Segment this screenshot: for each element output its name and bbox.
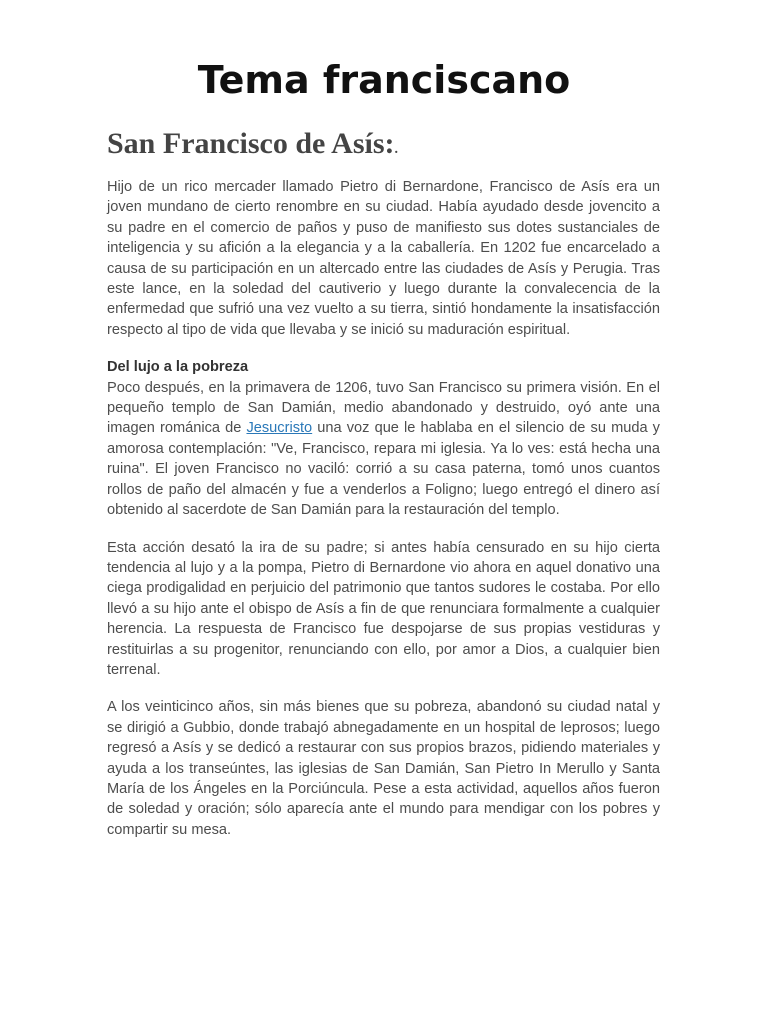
document-subtitle	[107, 124, 398, 170]
section-heading: Del lujo a la pobreza	[107, 359, 249, 376]
paragraph-father-anger: Esta acción desató la ira de su padre; si antes había censurado en su hijo cierta tendencia al lujo y a la pompa, Pietro di Bernardone vio ahora en aquel donativo una ciega prodigalidad en perjuicio del patrimonio que tantos sudores le costaba. Por ello llevó a su hijo ante el obispo de Asís a fin de que renunciara formalmente a cualquier herencia. La respuesta de Francisco fue despojarse de sus propias vestiduras y restituirlas a su progenitor, renunciando con ello, por amor a Dios, a cualquier bien terrenal.	[107, 539, 660, 678]
paragraph2-text-after: una voz que le hablaba en el silencio de su muda y amorosa contemplación: "Ve, Francisco, repara mi iglesia. Ya lo ves: está hecha una ruina". El joven Francisco no vaciló: corrió a su casa paterna, tomó unos cuantos rollos de paño del almacén y fue a venderlos a Foligno; luego entregó el dinero así obtenido al sacerdote de San Damián para la restauración del templo.	[107, 420, 660, 519]
subtitle-text: San Francisco de Asís:	[107, 127, 395, 160]
paragraph-first-vision	[107, 378, 660, 521]
paragraph2-text-before: Poco después, en la primavera de 1206, tuvo San Francisco su primera visión. En el pequeño templo de San Damián, medio abandonado y destruido, oyó ante una imagen románica de	[107, 379, 660, 437]
document-body	[107, 177, 660, 840]
paragraph-intro: Hijo de un rico mercader llamado Pietro di Bernardone, Francisco de Asís era un joven mundano de cierto renombre en su ciudad. Había ayudado desde jovencito a su padre en el comercio de paños y puso de manifiesto sus dotes sustanciales de inteligencia y su afición a la elegancia y a la caballería. En 1202 fue encarcelado a causa de su participación en un altercado entre las ciudades de Asís y Perugia. Tras este lance, en la soledad del cautiverio y luego durante la convalecencia de la enfermedad que sufrió una vez vuelto a su tierra, sintió hondamente la insatisfacción respecto al tipo de vida que llevaba y se inició su maduración espiritual.	[107, 179, 660, 338]
paragraph-gubbio: A los veinticinco años, sin más bienes que su pobreza, abandonó su ciudad natal y se dirigió a Gubbio, donde trabajó abnegadamente en un hospital de leprosos; luego regresó a Asís y se dedicó a restaurar con sus propios brazos, pidiendo materiales y ayuda a los transeúntes, las iglesias de San Damián, San Pietro In Merullo y Santa María de los Ángeles en la Porciúncula. Pese a esta actividad, aquellos años fueron de soledad y oración; sólo aparecía ante el mundo para mendigar con los pobres y compartir su mesa.	[107, 699, 660, 838]
jesucristo-link[interactable]: Jesucristo	[246, 420, 313, 437]
subtitle-suffix: .	[394, 142, 399, 157]
document-title: Tema franciscano	[197, 58, 571, 102]
